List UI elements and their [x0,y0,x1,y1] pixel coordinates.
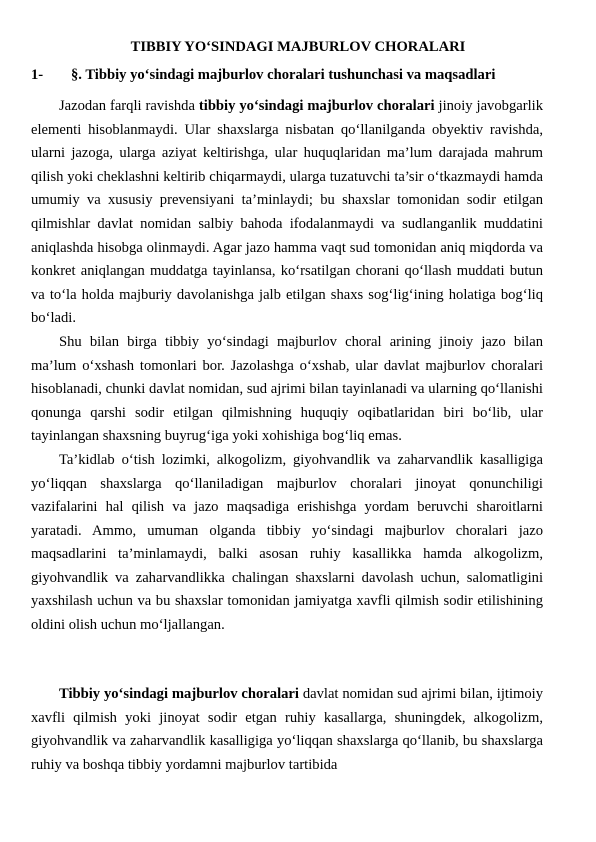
paragraph-text: Jazodan farqli ravishda [59,98,199,114]
paragraph-3 [31,449,543,638]
body-text-main [31,95,543,638]
paragraph-4 [31,683,543,777]
section-number: 1- [31,67,44,83]
paragraph-text: davlat nomidan sud ajrimi bilan, ijtimoiy xavfli qilmish yoki jinoyat sodir etgan ruhiy kasallarga, shuningdek, alkogolizm, giyohvandlik va zaharvandlik kasalligiga yo‘liqqan shaxslarga qo‘llanib, bu shaxslarga ruhiy va boshqa tibbiy yordamni majburlov tartibida [31,686,544,773]
paragraph-bold-term: Tibbiy yo‘sindagi majburlov choralari [59,686,299,702]
section-heading [31,66,551,84]
section-heading-text: §. Tibbiy yo‘sindagi majburlov choralari tushunchasi va maqsadlari [71,67,496,83]
paragraph-text: Shu bilan birga tibbiy yo‘sindagi majburlov choral arining jinoiy jazo bilan ma’lum o‘xshash tomonlari bor. Jazolashga o‘xshab, ular davlat majburlov choralari hisoblanadi, chunki davlat nomidan, sud ajrimi bilan tayinlanadi va ularning qo‘llanishi qonunga qarshi sodir etilgan qilmishning huquqiy oqibatlaridan biri bo‘lib, ular tayinlangan shaxsning buyrug‘iga yoki xohishiga bog‘liq emas. [31,333,543,445]
paragraph-2 [31,331,543,449]
paragraph-bold-term: tibbiy yo‘sindagi majburlov choralari [198,98,435,114]
paragraph-1 [31,95,543,331]
document-title: TIBBIY YO‘SINDAGI MAJBURLOV CHORALARI [130,39,466,55]
paragraph-text: Ta’kidlab o‘tish lozimki, alkogolizm, giyohvandlik va zaharvandlik kasalligiga yo‘liqqan shaxslarga qo‘llaniladigan majburlov choralari jinoyat qonunchiligi vazifalarini hal qilish va jazo maqsadiga erishishga yordam beruvchi sharoitlarni yaratadi. Ammo, umuman olganda tibbiy yo‘sindagi majburlov choralari jazo maqsadlarini ta’minlamaydi, balki asosan ruhiy kasallikka hamda alkogolizm, giyohvandlik va zaharvandlikka chalingan shaxslarni davolash uchun, salomatligini yaxshilash uchun va bu shaxslar tomonidan jamiyatga xavfli qilmish sodir etilishining oldini olish uchun mo‘ljallangan. [31,451,543,634]
body-text-definition [31,683,543,777]
paragraph-text: jinoiy javobgarlik elementi hisoblanmaydi. Ular shaxslarga nisbatan qo‘llanilganda obyektiv ravishda, ularni jazoga, ularga aziyat keltirishga, ular huquqlaridan ma’lum darajada mahrum qilish yoki cheklashni keltirib chiqarmaydi, ularga tuzatuvchi ta’sir o‘tkazmaydi hamda umumiy va xususiy prevensiyani ta’minlaydi; bu shaxslar tomonidan sodir etilgan qilmishlar davlat nomidan salbiy bahoda ifodalanmaydi va sudlanganlik muddatini aniqlashda hisobga olinmaydi. Agar jazo hamma vaqt sud tomonidan aniq miqdorda va konkret aniqlangan muddatga tayinlansa, ko‘rsatilgan chorani qo‘llash muddati butun va to‘la holda majburiy davolanishga jalb etilgan shaxs sog‘lig‘ining holatiga bog‘liq bo‘ladi. [31,98,543,327]
